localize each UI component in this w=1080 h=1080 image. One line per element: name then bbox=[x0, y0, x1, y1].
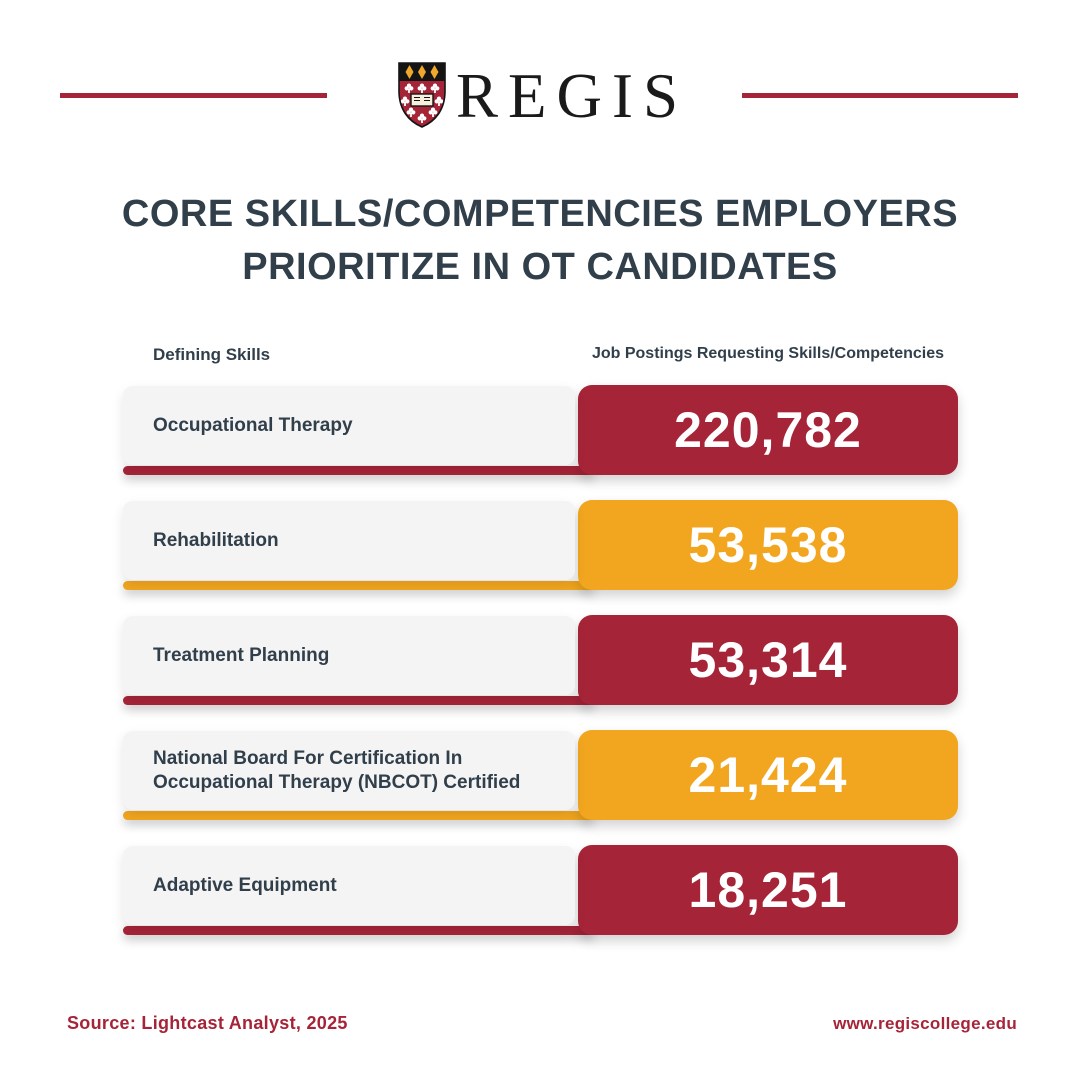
row-underline bbox=[123, 581, 593, 590]
row-underline bbox=[123, 926, 593, 935]
header-rule-left bbox=[60, 93, 327, 98]
website-url: www.regiscollege.edu bbox=[833, 1014, 1017, 1033]
skills-table bbox=[123, 385, 958, 960]
column-header-job-postings: Job Postings Requesting Skills/Competencies bbox=[591, 345, 945, 362]
row-underline bbox=[123, 696, 593, 705]
value-label: 18,251 bbox=[688, 862, 848, 918]
table-row bbox=[123, 615, 958, 705]
value-bar bbox=[578, 500, 958, 590]
row-underline bbox=[123, 811, 593, 820]
value-bar bbox=[578, 615, 958, 705]
value-label: 21,424 bbox=[688, 747, 848, 803]
skill-label: Treatment Planning bbox=[153, 644, 330, 666]
table-row bbox=[123, 500, 958, 590]
skill-label: Rehabilitation bbox=[153, 529, 279, 551]
skill-label-box bbox=[123, 501, 575, 580]
value-bar bbox=[578, 385, 958, 475]
header-rule-right bbox=[742, 93, 1018, 98]
page-title-line1: CORE SKILLS/COMPETENCIES EMPLOYERS bbox=[121, 193, 959, 235]
skill-label-box bbox=[123, 386, 575, 465]
skill-label-box bbox=[123, 616, 575, 695]
table-row bbox=[123, 385, 958, 475]
skill-label: National Board For Certification In Occupational Therapy (NBCOT) Certified bbox=[153, 747, 521, 793]
table-row bbox=[123, 845, 958, 935]
page-title bbox=[0, 188, 1080, 294]
skill-label-box bbox=[123, 846, 575, 925]
skill-label: Adaptive Equipment bbox=[153, 874, 337, 896]
value-label: 53,538 bbox=[688, 517, 848, 573]
value-label: 53,314 bbox=[688, 632, 848, 688]
brand-wordmark: REGIS bbox=[456, 61, 689, 131]
row-underline bbox=[123, 466, 593, 475]
table-row bbox=[123, 730, 958, 820]
column-header-defining-skills: Defining Skills bbox=[153, 345, 271, 364]
skill-label: Occupational Therapy bbox=[153, 414, 353, 436]
skill-label-box bbox=[123, 731, 575, 810]
regis-crest-icon bbox=[396, 61, 448, 129]
page-title-line2: PRIORITIZE IN OT CANDIDATES bbox=[242, 246, 838, 288]
value-label: 220,782 bbox=[674, 402, 862, 458]
source-credit: Source: Lightcast Analyst, 2025 bbox=[67, 1013, 348, 1033]
value-bar bbox=[578, 845, 958, 935]
value-bar bbox=[578, 730, 958, 820]
